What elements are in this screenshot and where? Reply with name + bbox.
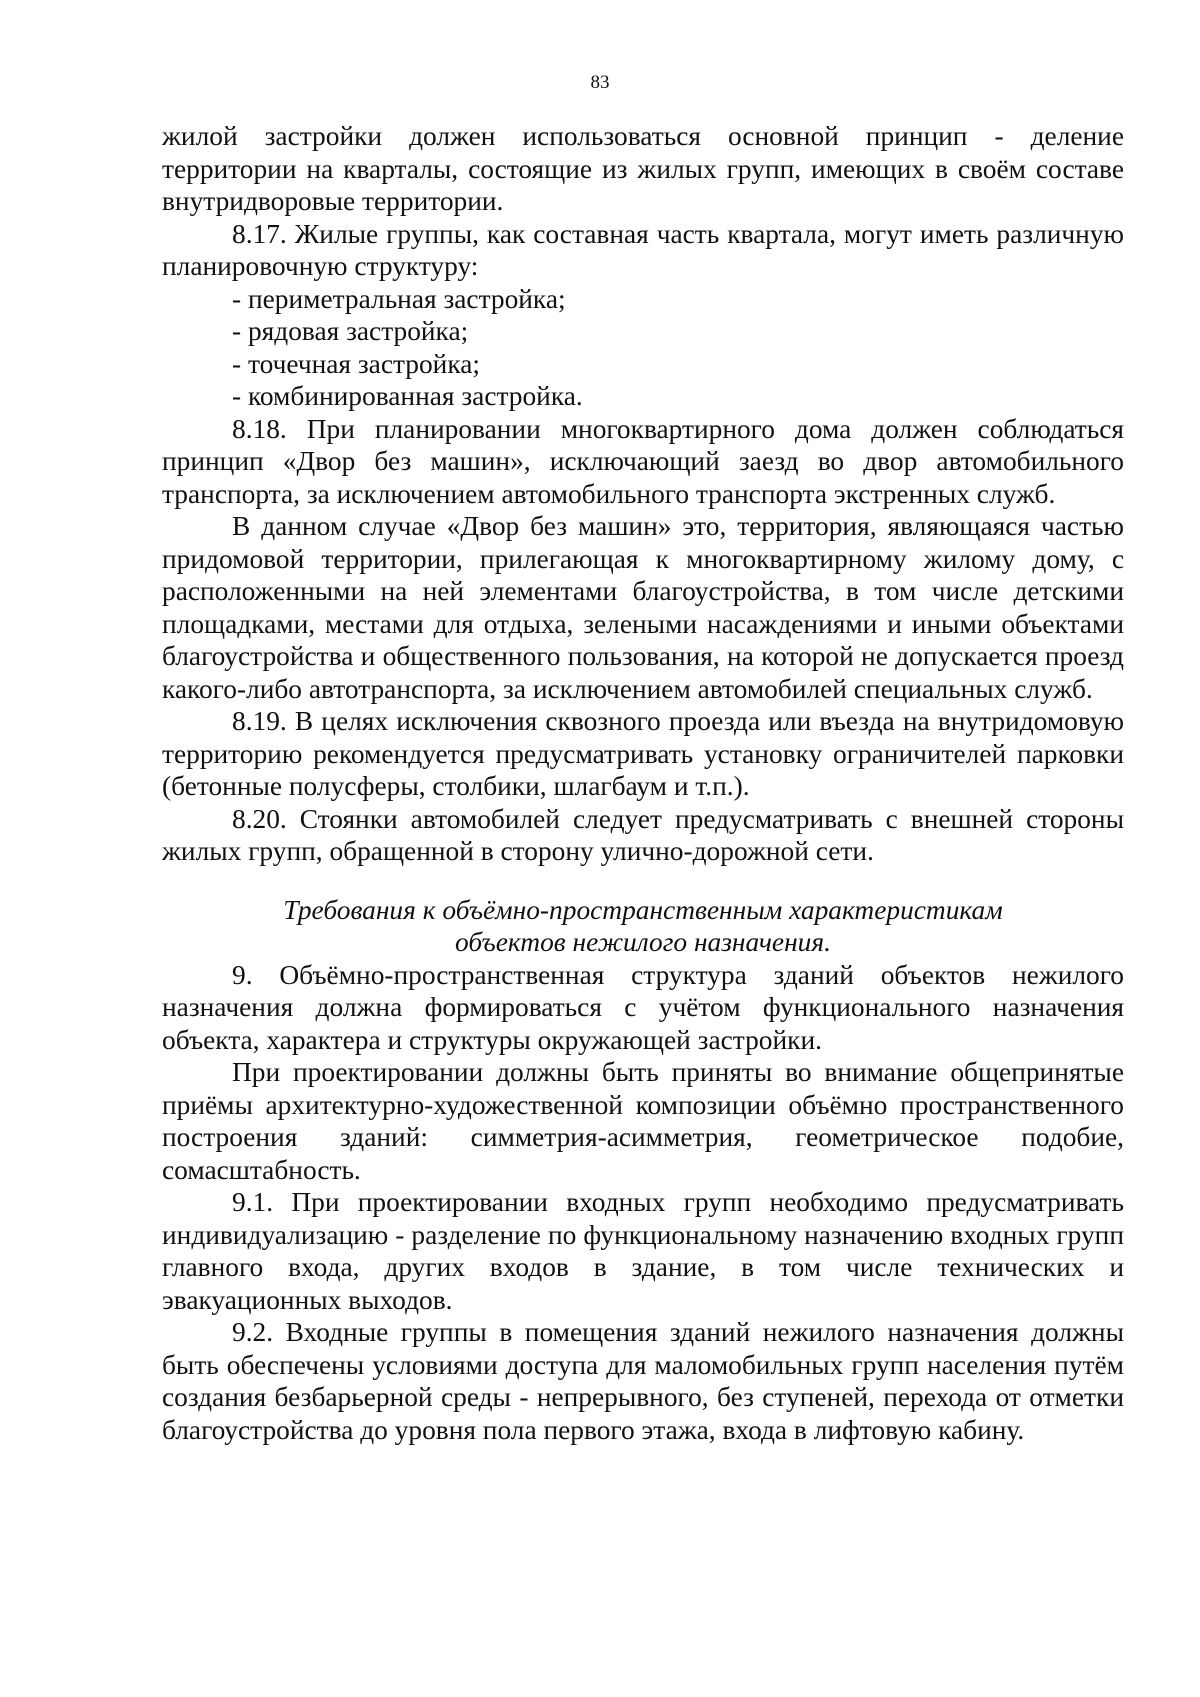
page-number: 83	[590, 72, 610, 93]
list-item: - комбинированная застройка.	[232, 381, 583, 411]
paragraph-8-19: 8.19. В целях исключения сквозного проезда или въезда на внутридомовую территорию рекомендуется предусматривать установку ограничителей парковки (бетонные полусферы, столбики, шлагбаум и т.п.).	[162, 706, 1124, 801]
document-body	[162, 120, 1124, 1446]
list-item: - точечная застройка;	[232, 348, 480, 379]
section-heading	[162, 894, 1124, 959]
section-heading-line2: объектов нежилого назначения.	[455, 927, 831, 957]
paragraph-8-17: 8.17. Жилые группы, как составная часть квартала, могут иметь различную планировочную структуру:	[162, 218, 1124, 281]
paragraph-9-principles: При проектировании должны быть приняты во внимание общепринятые приёмы архитектурно-художественной композиции объёмно пространственного построения зданий: симметрия-асимметрия, геометрическое подобие, сомасштабность.	[162, 1057, 1124, 1185]
paragraph-intro: жилой застройки должен использоваться основной принцип - деление территории на кварталы, состоящие из жилых групп, имеющих в своём составе внутридворовые территории.	[162, 121, 1124, 216]
list-item: - периметральная застройка;	[232, 283, 566, 314]
paragraph-8-20: 8.20. Стоянки автомобилей следует предусматривать с внешней стороны жилых групп, обращенной в сторону улично-дорожной сети.	[162, 803, 1124, 866]
paragraph-9: 9. Объёмно-пространственная структура зданий объектов нежилого назначения должна формироваться с учётом функционального назначения объекта, характера и структуры окружающей застройки.	[162, 959, 1124, 1055]
paragraph-9-2: 9.2. Входные группы в помещения зданий нежилого назначения должны быть обеспечены условиями доступа для маломобильных групп населения путём создания безбарьерной среды - непрерывного, без ступеней, перехода от отметки благоустройства до уровня пола первого этажа, входа в лифтовую кабину.	[162, 1317, 1124, 1445]
list-item: - рядовая застройка;	[232, 316, 469, 346]
section-heading-line1: Требования к объёмно-пространственным характеристикам	[283, 894, 1003, 925]
paragraph-8-18-definition: В данном случае «Двор без машин» это, территория, являющаяся частью придомовой территории, прилегающая к многоквартирному жилому дому, с расположенными на ней элементами благоустройства, в том числе детскими площадками, местами для отдыха, зелеными насаждениями и иными объектами благоустройства и общественного пользования, на которой не допускается проезд какого-либо автотранспорта, за исключением автомобилей специальных служб.	[162, 511, 1124, 704]
paragraph-8-18: 8.18. При планировании многоквартирного дома должен соблюдаться принцип «Двор без машин», исключающий заезд во двор автомобильного транспорта, за исключением автомобильного транспорта экстренных служб.	[162, 413, 1124, 509]
paragraph-9-1: 9.1. При проектировании входных групп необходимо предусматривать индивидуализацию - разделение по функциональному назначению входных групп главного входа, других входов в здание, в том числе технических и эвакуационных выходов.	[162, 1187, 1124, 1315]
